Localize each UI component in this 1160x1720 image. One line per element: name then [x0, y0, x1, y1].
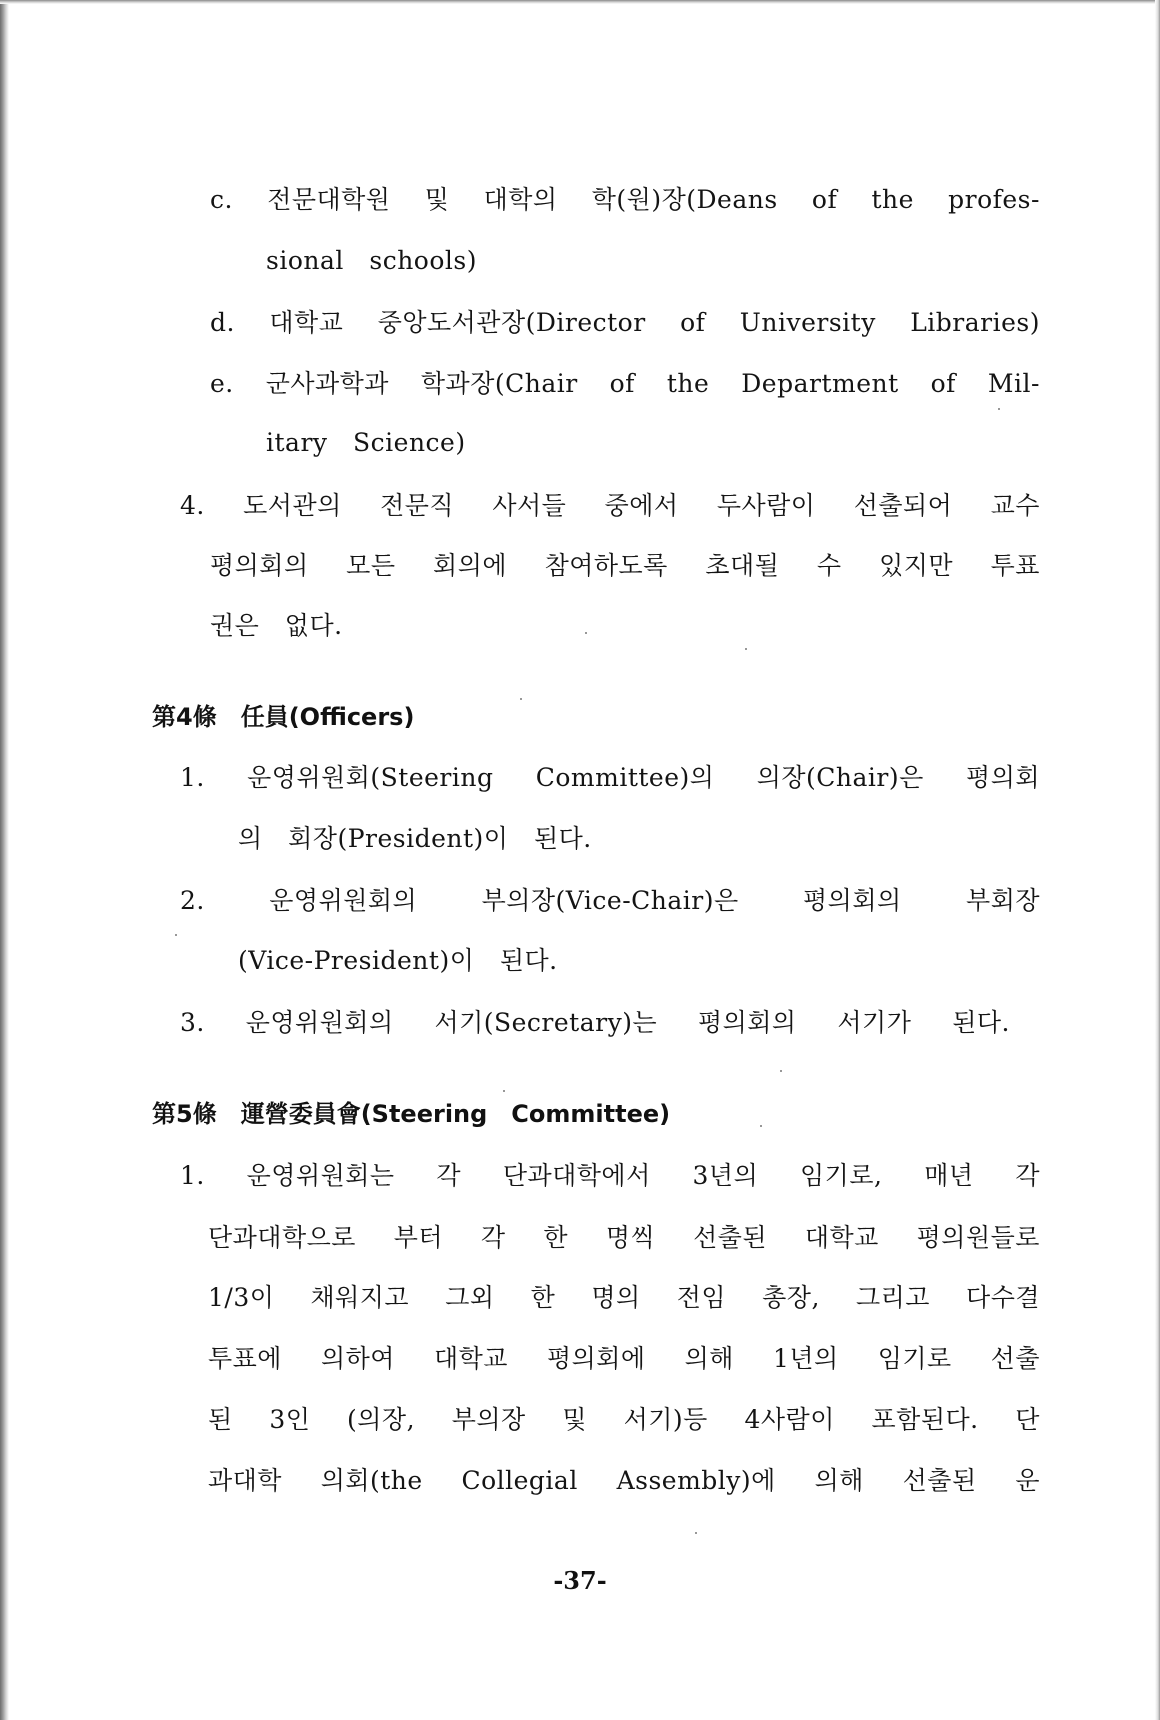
article-4-item-1-line-2: 의 회장(President)이 된다. [238, 824, 592, 853]
list-item-c-line-1: c. 전문대학원 및 대학의 학(원)장(Deans of the profes- [210, 185, 1040, 214]
list-item-c-line-2: sional schools) [266, 246, 477, 275]
article-5-item-1-line-1: 1. 운영위원회는 각 단과대학에서 3년의 임기로, 매년 각 [180, 1161, 1040, 1190]
article-5-item-1-line-4: 투표에 의하여 대학교 평의회에 의해 1년의 임기로 선출 [208, 1344, 1040, 1373]
list-item-4-line-2: 평의회의 모든 회의에 참여하도록 초대될 수 있지만 투표 [210, 551, 1040, 580]
scan-speck [780, 1070, 782, 1072]
article-4-item-3: 3. 운영위원회의 서기(Secretary)는 평의회의 서기가 된다. [180, 1008, 1010, 1037]
list-item-e-line-2: itary Science) [266, 428, 466, 457]
scan-speck [503, 1090, 505, 1092]
scan-speck [745, 648, 747, 650]
article-5-heading: 第5條 運營委員會(Steering Committee) [152, 1100, 671, 1128]
scan-speck [585, 632, 587, 634]
page-top-edge-shadow [0, 0, 1160, 4]
article-4-item-2-line-1: 2. 운영위원회의 부의장(Vice-Chair)은 평의회의 부회장 [180, 886, 1040, 915]
article-5-item-1-line-3: 1/3이 채워지고 그외 한 명의 전임 총장, 그리고 다수결 [208, 1283, 1040, 1312]
article-5-item-1-line-6: 과대학 의회(the Collegial Assembly)에 의해 선출된 운 [208, 1466, 1040, 1495]
page-left-edge-shadow [0, 0, 9, 1720]
article-4-item-1-line-1: 1. 운영위원회(Steering Committee)의 의장(Chair)은 평의회 [180, 763, 1040, 792]
article-4-heading: 第4條 任員(Officers) [152, 703, 415, 731]
list-item-4-line-3: 권은 없다. [210, 611, 343, 640]
list-item-4-line-1: 4. 도서관의 전문직 사서들 중에서 두사람이 선출되어 교수 [180, 491, 1040, 520]
list-item-d: d. 대학교 중앙도서관장(Director of University Libraries) [210, 308, 1040, 337]
list-item-e-line-1: e. 군사과학과 학과장(Chair of the Department of Mil- [210, 369, 1040, 398]
page-right-edge-shadow [1155, 0, 1160, 1720]
page-number: -37- [553, 1566, 607, 1595]
article-5-item-1-line-2: 단과대학으로 부터 각 한 명씩 선출된 대학교 평의원들로 [208, 1223, 1040, 1252]
scan-speck [695, 1532, 697, 1534]
scan-speck [760, 1125, 762, 1127]
article-4-item-2-line-2: (Vice-President)이 된다. [238, 946, 558, 975]
article-5-item-1-line-5: 된 3인 (의장, 부의장 및 서기)등 4사람이 포함된다. 단 [208, 1405, 1040, 1434]
scan-speck [175, 934, 177, 936]
scan-speck [998, 408, 1000, 410]
scan-speck [520, 698, 522, 700]
